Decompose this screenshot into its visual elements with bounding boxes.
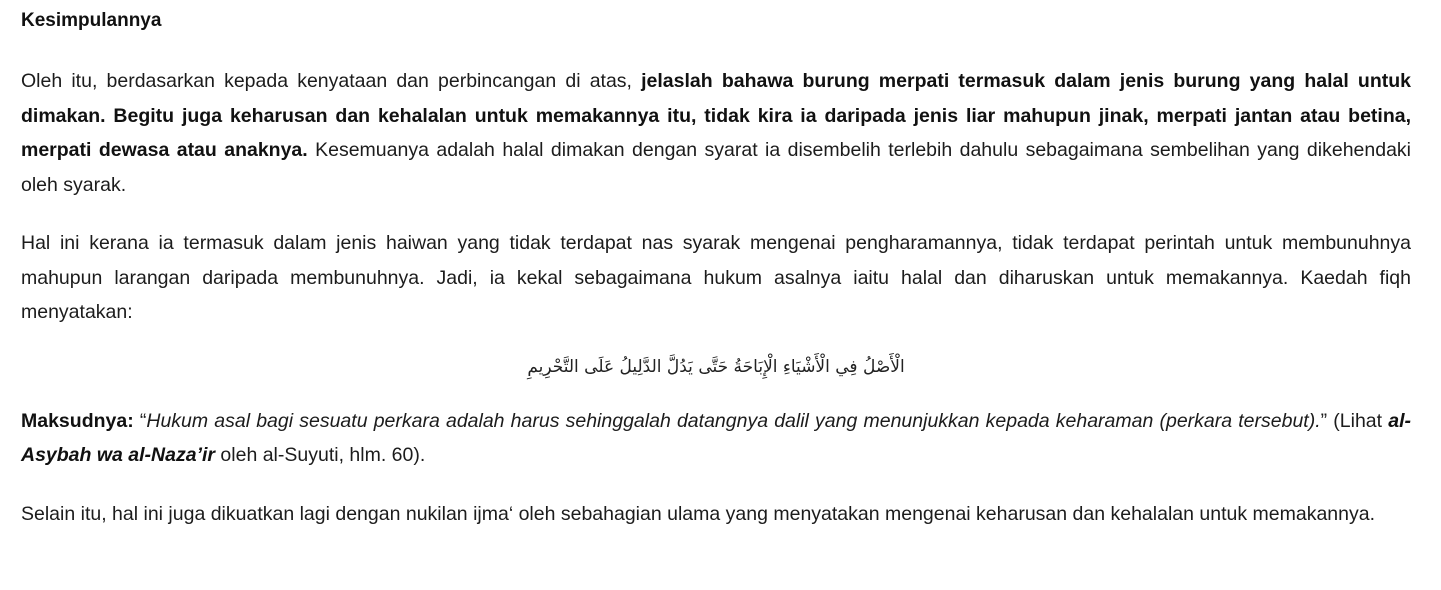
ijma-paragraph: Selain itu, hal ini juga dikuatkan lagi dengan nukilan ijma‘ oleh sebahagian ulama yang menyatakan mengenai keharusan dan kehalalan untuk memakannya. <box>21 502 1375 525</box>
conclusion-paragraph <box>21 64 1411 202</box>
reference-book-title: al-Asybah wa al-Naza’ir <box>21 409 1411 466</box>
reference-rest: oleh al-Suyuti, hlm. 60). <box>215 444 426 466</box>
conclusion-bold-text: jelaslah bahawa burung merpati termasuk dalam jenis burung yang halal untuk dimakan. Begitu juga keharusan dan kehalalan untuk memakannya itu, tidak kira ia daripada jenis liar mahupun jinak, merpati jantan atau betina, merpati dewasa atau anaknya. <box>21 70 1411 161</box>
translation-paragraph <box>21 404 1411 473</box>
conclusion-intro-text: Oleh itu, berdasarkan kepada kenyataan dan perbincangan di atas, <box>21 70 642 92</box>
translation-label: Maksudnya: <box>21 409 134 432</box>
conclusion-rest-text: Kesemuanya adalah halal dimakan dengan syarat ia disembelih terlebih dahulu sebagaimana sembelihan yang dikehendaki oleh syarak. <box>21 139 1411 196</box>
reason-paragraph: Hal ini kerana ia termasuk dalam jenis haiwan yang tidak terdapat nas syarak mengenai pengharamannya, tidak terdapat perintah untuk membunuhnya mahupun larangan daripada membunuhnya. Jadi, ia kekal sebagaimana hukum asalnya iaitu halal dan diharuskan untuk memakannya. Kaedah fiqh menyatakan: <box>21 232 1411 323</box>
close-quote: ” <box>1320 409 1328 432</box>
arabic-fiqh-maxim: الْأَصْلُ فِي الْأَشْيَاءِ الْإِبَاحَةُ حَتَّى يَدُلَّ الدَّلِيلُ عَلَى التَّحْرِيمِ <box>527 356 905 377</box>
section-heading: Kesimpulannya <box>21 10 162 31</box>
reference-open: (Lihat <box>1327 409 1389 432</box>
article-content <box>21 0 1411 531</box>
translation-text: Hukum asal bagi sesuatu perkara adalah harus sehinggalah datangnya dalil yang menunjukkan kepada keharaman (perkara tersebut). <box>146 409 1321 432</box>
open-quote: “ <box>133 409 147 432</box>
